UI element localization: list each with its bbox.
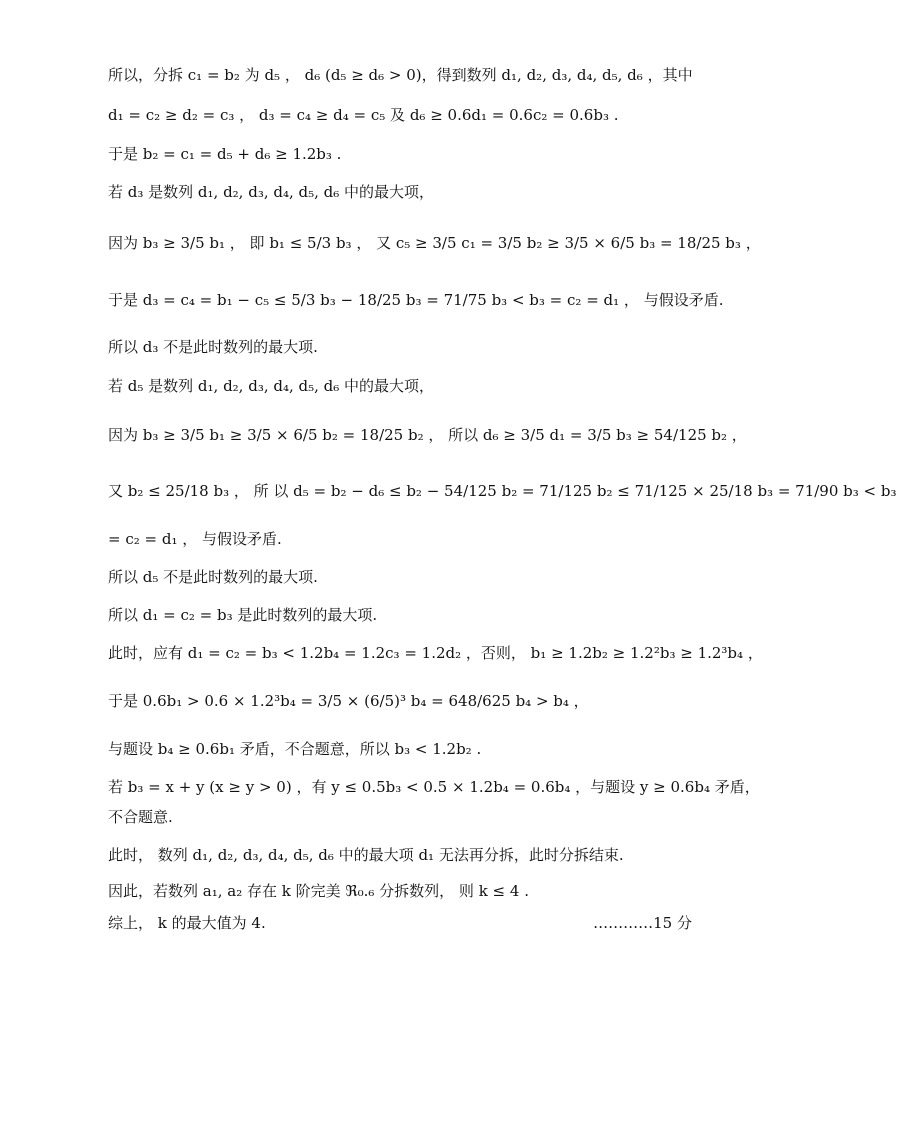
text-line: 与题设 b₄ ≥ 0.6b₁ 矛盾，不合题意，所以 b₃ < 1.2b₂ . [108,740,482,758]
text-line: 所以 d₅ 不是此时数列的最大项. [108,568,318,586]
text-line: 不合题意. [108,808,173,826]
text-line: 所以 d₁ = c₂ = b₃ 是此时数列的最大项. [108,606,378,624]
text-line: 于是 d₃ = c₄ = b₁ − c₅ ≤ 5/3 b₃ − 18/25 b₃ = 71/75 b₃ < b₃ = c₂ = d₁ ， 与假设矛盾. [108,291,724,309]
conclusion-line [108,912,692,934]
text-line: 于是 b₂ = c₁ = d₅ + d₆ ≥ 1.2b₃ . [108,145,342,163]
text-line: 因为 b₃ ≥ 3/5 b₁ ， 即 b₁ ≤ 5/3 b₃ ， 又 c₅ ≥ 3/5 c₁ = 3/5 b₂ ≥ 3/5 × 6/5 b₃ = 18/25 b₃ ， [108,234,761,252]
text-line: 因为 b₃ ≥ 3/5 b₁ ≥ 3/5 × 6/5 b₂ = 18/25 b₂ ， 所以 d₆ ≥ 3/5 d₁ = 3/5 b₃ ≥ 54/125 b₂ ， [108,426,747,444]
score-marker: …………15 分 [593,914,692,932]
text-line: 若 b₃ = x + y (x ≥ y > 0) ，有 y ≤ 0.5b₃ < 0.5 × 1.2b₄ = 0.6b₄ ，与题设 y ≥ 0.6b₄ 矛盾， [108,778,760,796]
text-line: 此时，应有 d₁ = c₂ = b₃ < 1.2b₄ = 1.2c₃ = 1.2d₂ ，否则， b₁ ≥ 1.2b₂ ≥ 1.2²b₃ ≥ 1.2³b₄ ， [108,644,763,662]
text-line: 此时， 数列 d₁, d₂, d₃, d₄, d₅, d₆ 中的最大项 d₁ 无法再分拆，此时分拆结束. [108,846,624,864]
text-line: 又 b₂ ≤ 25/18 b₃ ， 所 以 d₅ = b₂ − d₆ ≤ b₂ − 54/125 b₂ = 71/125 b₂ ≤ 71/125 × 25/18 b₃ = 71/90 b₃ < b₃ [108,482,897,500]
text-line: 若 d₃ 是数列 d₁, d₂, d₃, d₄, d₅, d₆ 中的最大项， [108,183,435,201]
conclusion-text: 综上， k 的最大值为 4. [108,914,266,932]
text-line: 因此，若数列 a₁, a₂ 存在 k 阶完美 ℜ₀.₆ 分拆数列， 则 k ≤ 4 . [108,882,529,900]
text-line: = c₂ = d₁ ， 与假设矛盾. [108,530,282,548]
text-line: 于是 0.6b₁ > 0.6 × 1.2³b₄ = 3/5 × (6/5)³ b₄ = 648/625 b₄ > b₄ ， [108,692,589,710]
text-line: 所以，分拆 c₁ = b₂ 为 d₅ ， d₆ (d₅ ≥ d₆ > 0)，得到数列 d₁, d₂, d₃, d₄, d₅, d₆ ，其中 [108,66,693,84]
text-line: 若 d₅ 是数列 d₁, d₂, d₃, d₄, d₅, d₆ 中的最大项， [108,377,435,395]
text-line: d₁ = c₂ ≥ d₂ = c₃ ， d₃ = c₄ ≥ d₄ = c₅ 及 d₆ ≥ 0.6d₁ = 0.6c₂ = 0.6b₃ . [108,106,619,124]
text-line: 所以 d₃ 不是此时数列的最大项. [108,338,318,356]
